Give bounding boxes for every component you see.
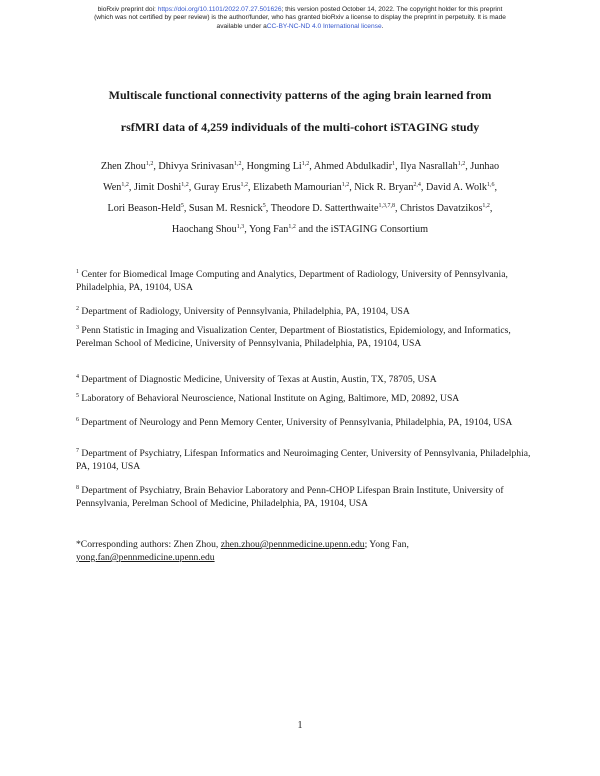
author-affiliation-marker: 1,2	[301, 161, 310, 167]
author-affiliation-marker: 1,2	[233, 161, 242, 167]
author-affiliation-marker: 1,2	[457, 161, 466, 167]
author-affiliation-marker: 1,2	[341, 182, 350, 188]
author-affiliation-marker: 1	[392, 161, 396, 167]
author-separator: ,	[420, 182, 427, 193]
corresponding-authors: *Corresponding authors: Zhen Zhou, zhen.zhou@pennmedicine.upenn.edu; Yong Fan, yong.fan@pennmedicine.upenn.edu	[76, 539, 409, 563]
author-name: Theodore D. Satterthwaite	[270, 203, 379, 214]
affiliation-7: $^7$ Department of Psychiatry, Lifespan Informatics and Neuroimaging Center, University of Pennsylvania, Philadelphia, PA, 19104, USA	[76, 448, 531, 472]
author-name: Lori Beason-Held	[107, 203, 181, 214]
affiliation-4: $^4$ Department of Diagnostic Medicine, University of Texas at Austin, Austin, TX, 78705, USA	[76, 374, 437, 385]
author-affiliation-marker: 2,4	[413, 182, 421, 188]
header-line-3: available under aCC-BY-NC-ND 4.0 International license.	[216, 22, 384, 30]
title-line-2: rsfMRI data of 4,259 individuals of the multi-cohort iSTAGING study	[120, 120, 480, 134]
author-name: Susan M. Resnick	[188, 203, 263, 214]
author-separator: ,	[265, 203, 271, 214]
affiliation-3: $^3$ Penn Statistic in Imaging and Visualization Center, Department of Biostatistics, Epidemiology, and Informatics, Perelman School of Medicine, University of Pennsylvania, Philadelphia, PA, 19104, USA	[76, 325, 511, 349]
author-separator: ,	[188, 182, 194, 193]
author-name: David A. Wolk	[426, 182, 487, 193]
author-name: Elizabeth Mamourian	[253, 182, 342, 193]
author-separator: ,	[394, 203, 401, 214]
author-name: Dhivya Srinivasan	[158, 161, 234, 172]
email-link-fan[interactable]: yong.fan@pennmedicine.upenn.edu	[76, 552, 215, 563]
author-separator: ,	[395, 161, 401, 172]
author-name: Nick R. Bryan	[354, 182, 414, 193]
preprint-header	[0, 6, 600, 31]
author-affiliation-marker: 1,2	[288, 224, 296, 230]
author-separator: ,	[489, 203, 493, 214]
author-separator: ,	[244, 224, 249, 235]
author-affiliation-marker: 1,2	[181, 182, 189, 188]
author-name: Haochang Shou	[171, 224, 237, 235]
author-separator: ,	[153, 161, 159, 172]
affiliation-2: $^2$ Department of Radiology, University of Pennsylvania, Philadelphia, PA, 19104, USA	[76, 306, 410, 317]
author-name: Guray Erus	[193, 182, 241, 193]
author-separator: ,	[183, 203, 189, 214]
author-name: Zhen Zhou	[100, 161, 146, 172]
author-separator: ,	[465, 161, 471, 172]
author-separator: ,	[349, 182, 355, 193]
author-affiliation-marker: 1,6	[486, 182, 495, 188]
author-name: Hongming Li	[246, 161, 302, 172]
author-separator: ,	[309, 161, 314, 172]
author-line	[60, 156, 540, 177]
author-name: Ahmed Abdulkadir	[313, 161, 393, 172]
author-separator: ,	[128, 182, 134, 193]
affiliation-5: $^5$ Laboratory of Behavioral Neuroscience, National Institute on Aging, Baltimore, MD, 20892, USA	[76, 393, 460, 404]
author-name: Junhao	[470, 161, 500, 172]
author-name: Wen	[102, 182, 122, 193]
author-line	[60, 198, 540, 219]
author-name: Yong Fan	[248, 224, 289, 235]
page-number: 1	[297, 720, 303, 731]
author-separator: ,	[241, 161, 247, 172]
author-name: Jimit Doshi	[133, 182, 182, 193]
author-list	[60, 156, 540, 240]
affiliation-6: $^6$ Department of Neurology and Penn Memory Center, University of Pennsylvania, Philadelphia, PA, 19104, USA	[76, 417, 513, 428]
author-affiliation-marker: 1,3,7,8	[378, 203, 395, 209]
author-line	[60, 219, 540, 240]
affiliation-1: $^1$ Center for Biomedical Image Computing and Analytics, Department of Radiology, University of Pennsylvania, Philadelphia, PA, 19104, USA	[76, 269, 508, 293]
license-link[interactable]: CC-BY-NC-ND 4.0 International license	[266, 22, 382, 30]
author-affiliation-marker: 1,2	[482, 203, 490, 209]
author-line	[60, 177, 540, 198]
author-affiliation-marker: 1,2	[240, 182, 249, 188]
title-line-1: Multiscale functional connectivity patterns of the aging brain learned from	[108, 88, 492, 102]
author-name: Christos Davatzikos	[400, 203, 483, 214]
author-affiliation-marker: 1,3	[236, 224, 245, 230]
author-name: Ilya Nasrallah	[400, 161, 458, 172]
header-line-2: (which was not certified by peer review) is the author/funder, who has granted bioRxiv a license to display the preprint in perpetuity. It is made	[94, 14, 506, 22]
doi-link[interactable]: https://doi.org/10.1101/2022.07.27.501626	[157, 6, 282, 13]
author-affiliation-marker: 5	[180, 203, 184, 209]
author-separator: and the iSTAGING Consortium	[295, 224, 429, 235]
author-affiliation-marker: 1,2	[121, 182, 129, 188]
author-affiliation-marker: 1,2	[145, 161, 154, 167]
affiliation-8: $^8$ Department of Psychiatry, Brain Behavior Laboratory and Penn-CHOP Lifespan Brain Institute, University of Pennsylvania, Perelman School of Medicine, Philadelphia, PA, 19104, USA	[76, 485, 504, 509]
author-separator: ,	[248, 182, 254, 193]
author-affiliation-marker: 5	[262, 203, 266, 209]
author-separator: ,	[494, 182, 498, 193]
paper-title	[40, 88, 560, 135]
header-line-1: bioRxiv preprint doi: https://doi.org/10.1101/2022.07.27.501626; this version posted October 14, 2022. The copyright holder for this preprint	[97, 6, 503, 13]
email-link-zhou[interactable]: zhen.zhou@pennmedicine.upenn.edu	[220, 539, 365, 550]
